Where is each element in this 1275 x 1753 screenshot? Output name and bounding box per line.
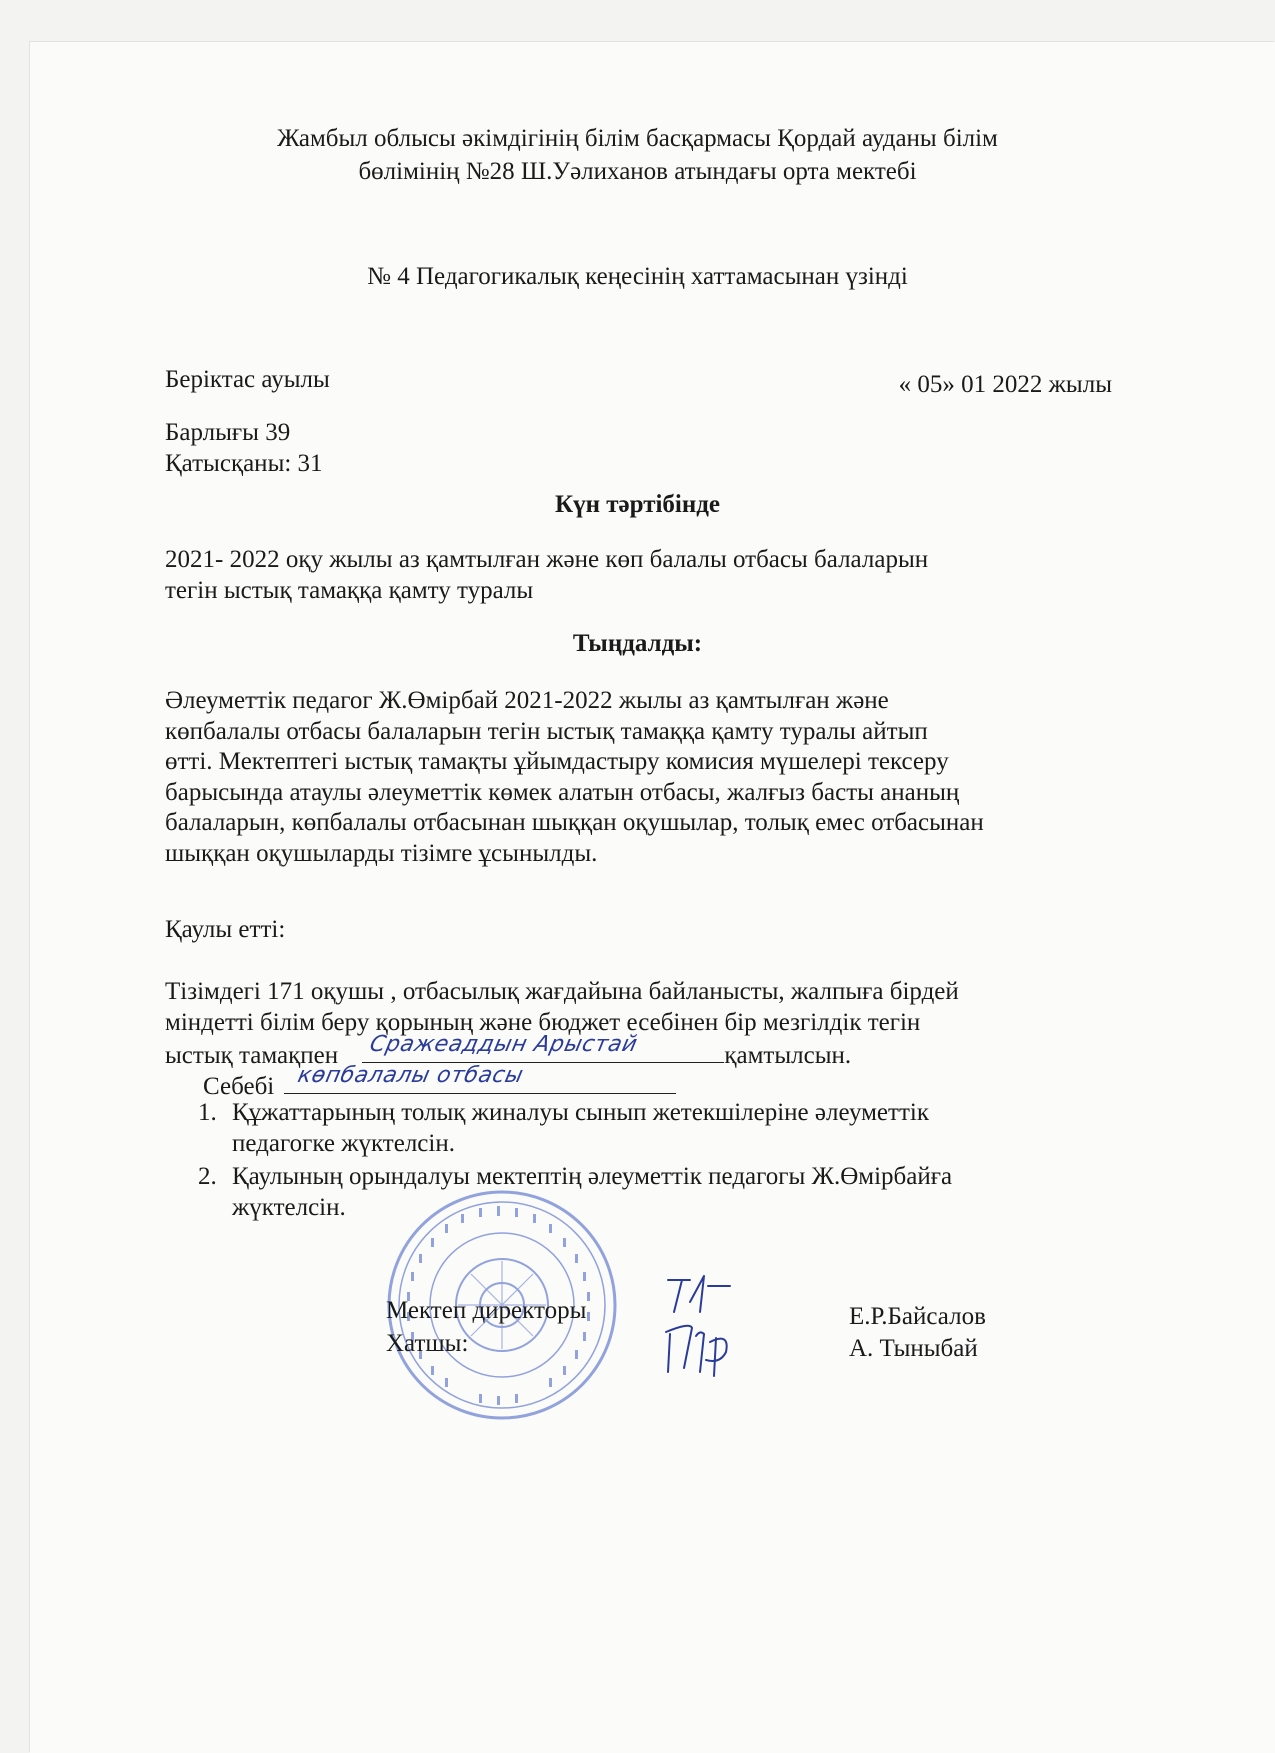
- heard-line: өтті. Мектептегі ыстық тамақты ұйымдастыру комисия мүшелері тексеру: [165, 748, 949, 775]
- resolved-heading: Қаулы етті:: [165, 916, 286, 943]
- reason-label: Себебі: [203, 1073, 275, 1100]
- director-label: Мектеп директоры: [386, 1297, 587, 1324]
- resolved-paragraph: [165, 977, 959, 1072]
- heard-heading: Тыңдалды:: [572, 630, 703, 657]
- student-name-blank: [362, 1031, 724, 1063]
- agenda-line-2: тегін ыстық тамаққа қамту туралы: [165, 577, 534, 604]
- resolved-line-3-prefix: ыстық тамақпен: [165, 1042, 339, 1069]
- director-name: Е.Р.Байсалов: [849, 1303, 986, 1330]
- decision-line: Қаулының орындалуы мектептің әлеуметтік педагогы Ж.Өмірбайға: [232, 1163, 953, 1190]
- reason-blank: [284, 1063, 676, 1094]
- document-sheet: [30, 42, 1275, 1753]
- handwritten-reason: көпбалалы отбасы: [295, 1063, 527, 1088]
- secretary-name: А. Тыныбай: [849, 1335, 978, 1362]
- decision-number: 2.: [198, 1163, 217, 1190]
- attendance-total: Барлығы 39: [165, 419, 291, 446]
- attendance-present: Қатысқаны: 31: [165, 450, 323, 477]
- heard-line: Әлеуметтік педагог Ж.Өмірбай 2021-2022 жылы аз қамтылған және: [165, 687, 889, 714]
- heard-line: барысында атаулы әлеуметтік көмек алатын отбасы, жалғыз басты ананың: [165, 778, 960, 806]
- decision-line: педагогке жүктелсін.: [232, 1129, 455, 1157]
- heard-line: көпбалалы отбасы балаларын тегін ыстық тамаққа қамту туралы айтып: [165, 717, 928, 745]
- document-date: « 05» 01 2022 жылы: [898, 371, 1112, 398]
- header-line-1: Жамбыл облысы әкімдігінің білім басқармасы Қордай ауданы білім: [277, 125, 998, 152]
- resolved-line-3-suffix: қамтылсын.: [724, 1042, 852, 1069]
- heard-line: балаларын, көпбалалы отбасынан шыққан оқушылар, толық емес отбасынан: [165, 809, 984, 836]
- document-title: № 4 Педагогикалық кеңесінің хаттамасынан үзінді: [367, 263, 908, 290]
- decision-line: Құжаттарының толық жиналуы сынып жетекшілеріне әлеуметтік: [232, 1099, 929, 1126]
- resolved-line-1: Тізімдегі 171 оқушы , отбасылық жағдайына байланысты, жалпыға бірдей: [165, 978, 959, 1005]
- decision-number: 1.: [198, 1099, 217, 1126]
- resolved-line-3: [165, 1031, 959, 1072]
- decision-item: [198, 1098, 952, 1159]
- place-name: Беріктас ауылы: [165, 366, 330, 393]
- secretary-label: Хатшы:: [386, 1330, 469, 1357]
- header-line-2: бөлімінің №28 Ш.Уәлиханов атындағы орта мектебі: [358, 158, 917, 185]
- agenda-line-1: 2021- 2022 оқу жылы аз қамтылған және көп балалы отбасы балаларын: [165, 546, 929, 573]
- heard-line: шыққан оқушыларды тізімге ұсынылды.: [165, 839, 598, 867]
- heard-paragraph: [165, 686, 984, 869]
- decision-line: жүктелсін.: [232, 1193, 346, 1221]
- agenda-heading: Күн тәртібінде: [554, 491, 721, 518]
- resolved-line-2: міндетті білім беру қорының және бюджет есебінен бір мезгілдік тегін: [165, 1008, 921, 1036]
- handwritten-signature: [660, 1272, 740, 1382]
- handwritten-student-name: Сражеаддын Арыстай: [367, 1031, 641, 1057]
